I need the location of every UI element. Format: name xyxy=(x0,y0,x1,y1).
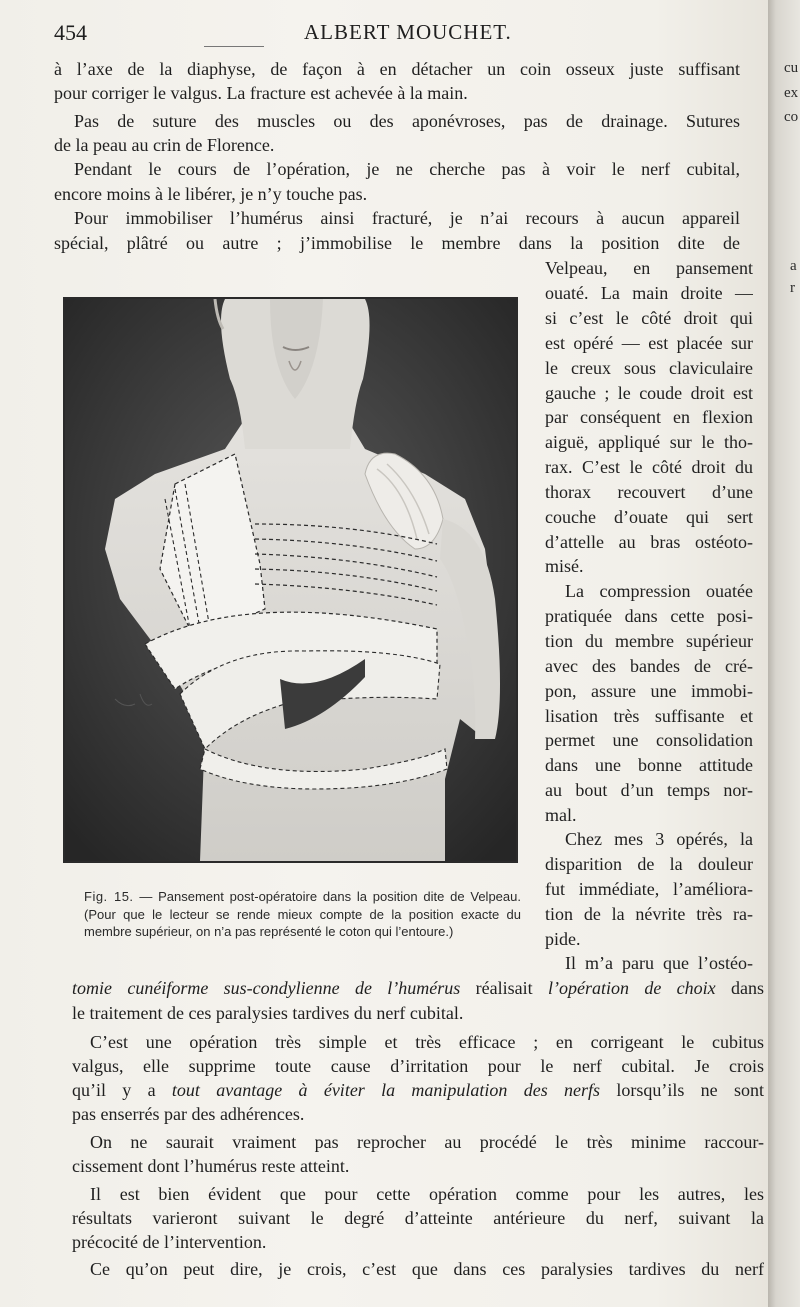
text-line: à l’axe de la diaphyse, de façon à en détacher un coin osseux juste suffisant xyxy=(54,59,740,79)
caption-text: — Pansement post-opératoire dans la position dite de Velpeau. (Pour que le lecteur se rende mieux compte de la position exacte du membre supérieur, on n’a pas représenté le coton qui l’entoure.) xyxy=(84,889,521,939)
side-text-line: couche d’ouate qui sert xyxy=(545,507,753,527)
side-text-line: Chez mes 3 opérés, la xyxy=(565,829,753,849)
text-line xyxy=(72,976,764,1000)
side-text-line: dans une bonne attitude xyxy=(545,755,753,775)
text-line: pas enserrés par des adhérences. xyxy=(72,1104,305,1124)
bandage-illustration xyxy=(65,299,516,861)
text-line: le traitement de ces paralysies tardives du nerf cubital. xyxy=(72,1003,464,1023)
text-fragment: lorsqu’ils ne sont xyxy=(600,1080,764,1100)
side-text-line: misé. xyxy=(545,556,584,576)
page-header xyxy=(54,20,754,48)
side-text-line xyxy=(565,951,753,975)
text-line xyxy=(72,1078,764,1102)
text-fragment: qu’il y a xyxy=(72,1080,172,1100)
text-line: Pour immobiliser l’humérus ainsi fracturé, je n’ai recours à aucun appareil xyxy=(74,208,740,228)
side-text-line: avec des bandes de cré- xyxy=(545,656,753,676)
side-text-line: Velpeau, en pansement xyxy=(545,258,753,278)
text-line: de la peau au crin de Florence. xyxy=(54,135,275,155)
italic-text: tout avantage à éviter la manipulation des nerfs xyxy=(171,1080,601,1100)
adjacent-page-fragment: cu xyxy=(784,60,799,76)
text-line: Ce qu’on peut dire, je crois, c’est que dans ces paralysies tardives du nerf xyxy=(90,1259,764,1279)
side-text-line: par conséquent en flexion xyxy=(545,407,753,427)
text-line: pour corriger le valgus. La fracture est achevée à la main. xyxy=(54,83,468,103)
side-text-line: pratiquée dans cette posi- xyxy=(545,606,753,626)
caption-label: Fig. 15. xyxy=(84,889,134,904)
side-text-line: permet une consolidation xyxy=(545,730,753,750)
text-line: Pendant le cours de l’opération, je ne cherche pas à voir le nerf cubital, xyxy=(74,159,740,179)
figure-caption xyxy=(84,888,521,941)
side-text-line: disparition de la douleur xyxy=(545,854,753,874)
text-line: C’est une opération très simple et très efficace ; en corrigeant le cubitus xyxy=(90,1032,764,1052)
side-text-line: ouaté. La main droite — xyxy=(545,283,753,303)
text-line: spécial, plâtré ou autre ; j’immobilise le membre dans la position dite de xyxy=(54,233,740,253)
text-line: résultats varieront suivant le degré d’atteinte antérieure du nerf, suivant la xyxy=(72,1208,764,1228)
adjacent-page-edge xyxy=(768,0,800,1307)
figure-illustration xyxy=(63,297,518,863)
side-text-line: thorax recouvert d’une xyxy=(545,482,753,502)
adjacent-page-fragment: a xyxy=(790,258,797,274)
side-text-line: aiguë, appliqué sur le tho- xyxy=(545,432,753,452)
side-text-line: mal. xyxy=(545,805,577,825)
side-text-line: tion du membre supérieur xyxy=(545,631,753,651)
side-text-fragment: Il m’a paru que l’ostéo- xyxy=(565,953,753,973)
text-line: Il est bien évident que pour cette opération comme pour les autres, les xyxy=(90,1184,764,1204)
text-fragment: dans xyxy=(715,978,764,998)
text-line: valgus, elle supprime toute cause d’irritation pour le nerf cubital. Je crois xyxy=(72,1056,764,1076)
side-text-line: La compression ouatée xyxy=(565,581,753,601)
header-rule xyxy=(204,46,264,47)
text-line: On ne saurait vraiment pas reprocher au procédé le très minime raccour- xyxy=(90,1132,764,1152)
running-head: ALBERT MOUCHET. xyxy=(304,20,512,44)
side-text-line: lisation très suffisante et xyxy=(545,706,753,726)
text-line: encore moins à le libérer, je n’y touche pas. xyxy=(54,184,368,204)
adjacent-page-fragment: co xyxy=(784,109,799,125)
italic-text: tomie cunéiforme sus-condylienne de l’humérus xyxy=(72,978,461,998)
text-line: cissement dont l’humérus reste atteint. xyxy=(72,1156,350,1176)
side-text-line: le creux sous claviculaire xyxy=(545,358,753,378)
page-number: 454 xyxy=(54,20,87,45)
side-text-line: si c’est le côté droit qui xyxy=(545,308,753,328)
adjacent-page-fragment: r xyxy=(790,280,795,296)
side-text-line: est opéré — est placée sur xyxy=(545,333,753,353)
side-text-line: pon, assure une immobi- xyxy=(545,681,753,701)
adjacent-page-fragment: ex xyxy=(784,85,799,101)
side-text-line: d’attelle au bras ostéoto- xyxy=(545,532,753,552)
text-line: précocité de l’intervention. xyxy=(72,1232,267,1252)
side-text-line: fut immédiate, l’améliora- xyxy=(545,879,753,899)
side-text-line: pide. xyxy=(545,929,581,949)
text-line: Pas de suture des muscles ou des aponévroses, pas de drainage. Sutures xyxy=(74,111,740,131)
text-fragment: réalisait xyxy=(460,978,548,998)
side-text-line: au bout d’un temps nor- xyxy=(545,780,753,800)
italic-text: l’opération de choix xyxy=(547,978,716,998)
side-text-line: tion de la névrite très ra- xyxy=(545,904,753,924)
side-text-line: gauche ; le coude droit est xyxy=(545,383,753,403)
side-text-line: rax. C’est le côté droit du xyxy=(545,457,753,477)
